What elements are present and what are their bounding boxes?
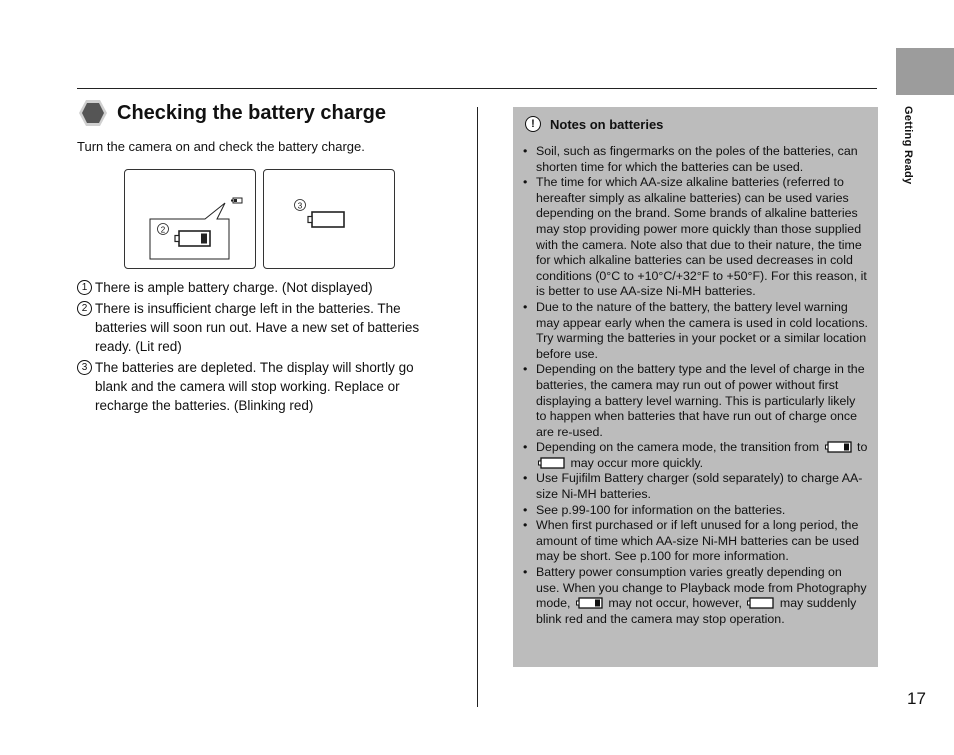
- note-text: to: [857, 440, 868, 455]
- chapter-label: Getting Ready: [902, 106, 914, 185]
- note-item: • The time for which AA-size alkaline batteries (referred to hereafter simply as alkaline batteries) can be used varies depending on the brand. Some brands of alkaline batteries may stop providing power more quickly than those supplied with the camera. Note also that due to their nature, the time for which alkaline batteries can be used decreases in cold conditions (0°C to +10°C/+32°F to +50°F). For this reason, it is better to use AA-size Ni-MH batteries.: [523, 175, 868, 300]
- note-item: [523, 565, 868, 627]
- page-number: 17: [907, 689, 926, 708]
- chapter-tab: [896, 48, 954, 95]
- number-badge: 2: [77, 301, 92, 316]
- note-item: • Soil, such as fingermarks on the poles of the batteries, can shorten time for which the batteries can be used.: [523, 144, 868, 175]
- number-badge: 1: [77, 280, 92, 295]
- note-text: Battery power consumption varies greatly depending on use. When you change to Playback mode from Photography mode,: [536, 565, 867, 611]
- note-item: • See p.99-100 for information on the batteries.: [523, 503, 868, 519]
- note-text: Depending on the camera mode, the transition from: [536, 440, 820, 455]
- figure-marker-2: 2: [160, 225, 166, 235]
- battery-status-legend: [77, 278, 447, 417]
- intro-text: Turn the camera on and check the battery charge.: [77, 139, 365, 154]
- legend-item: [77, 299, 447, 356]
- note-text: may occur more quickly.: [570, 455, 704, 470]
- battery-empty-icon: [747, 597, 774, 609]
- note-item: • Use Fujifilm Battery charger (sold separately) to charge AA-size Ni-MH batteries.: [523, 471, 868, 502]
- note-item: • When first purchased or if left unused for a long period, the amount of time which AA-size Ni-MH batteries can be used may be short. See p.100 for more information.: [523, 518, 868, 565]
- section-heading: [78, 99, 386, 127]
- note-item: • Depending on the battery type and the level of charge in the batteries, the camera may run out of power without first displaying a battery level warning. This is particularly likely to happen when batteries that have run out of charge once are re-used.: [523, 362, 868, 440]
- legend-text: There is insufficient charge left in the batteries. The batteries will soon run out. Have a new set of batteries ready. (Lit red): [95, 301, 420, 354]
- number-badge: 3: [77, 360, 92, 375]
- battery-low-icon: [576, 597, 603, 609]
- legend-text: The batteries are depleted. The display will shortly go blank and the camera will stop working. Replace or recharge the batteries. (Blinking red): [95, 360, 414, 413]
- notes-list: [523, 144, 868, 627]
- notes-title: Notes on batteries: [550, 116, 664, 132]
- legend-text: There is ample battery charge. (Not displayed): [95, 280, 373, 295]
- notes-header: [525, 116, 868, 132]
- header-rule: [77, 88, 877, 89]
- hexagon-icon: [78, 99, 108, 127]
- page-title: Checking the battery charge: [117, 101, 386, 124]
- warning-icon: !: [525, 116, 541, 132]
- figure-panel-depleted-battery: [263, 169, 395, 269]
- note-item: [523, 440, 868, 471]
- figure-marker-3: 3: [297, 201, 303, 211]
- battery-low-icon: [825, 441, 852, 453]
- battery-empty-icon: [538, 457, 565, 469]
- legend-item: [77, 278, 447, 297]
- low-battery-callout-illustration: [125, 170, 255, 268]
- notes-box: [513, 107, 878, 667]
- note-item: • Due to the nature of the battery, the battery level warning may appear early when the camera is used in cold locations. Try warming the batteries in your pocket or a similar location before use.: [523, 300, 868, 362]
- note-text: may suddenly blink red and the camera may stop operation.: [536, 596, 857, 626]
- figure-panel-low-battery: [124, 169, 256, 269]
- column-divider: [477, 107, 478, 707]
- note-text: may not occur, however,: [608, 596, 742, 611]
- depleted-battery-illustration: [264, 170, 394, 268]
- legend-item: [77, 358, 447, 415]
